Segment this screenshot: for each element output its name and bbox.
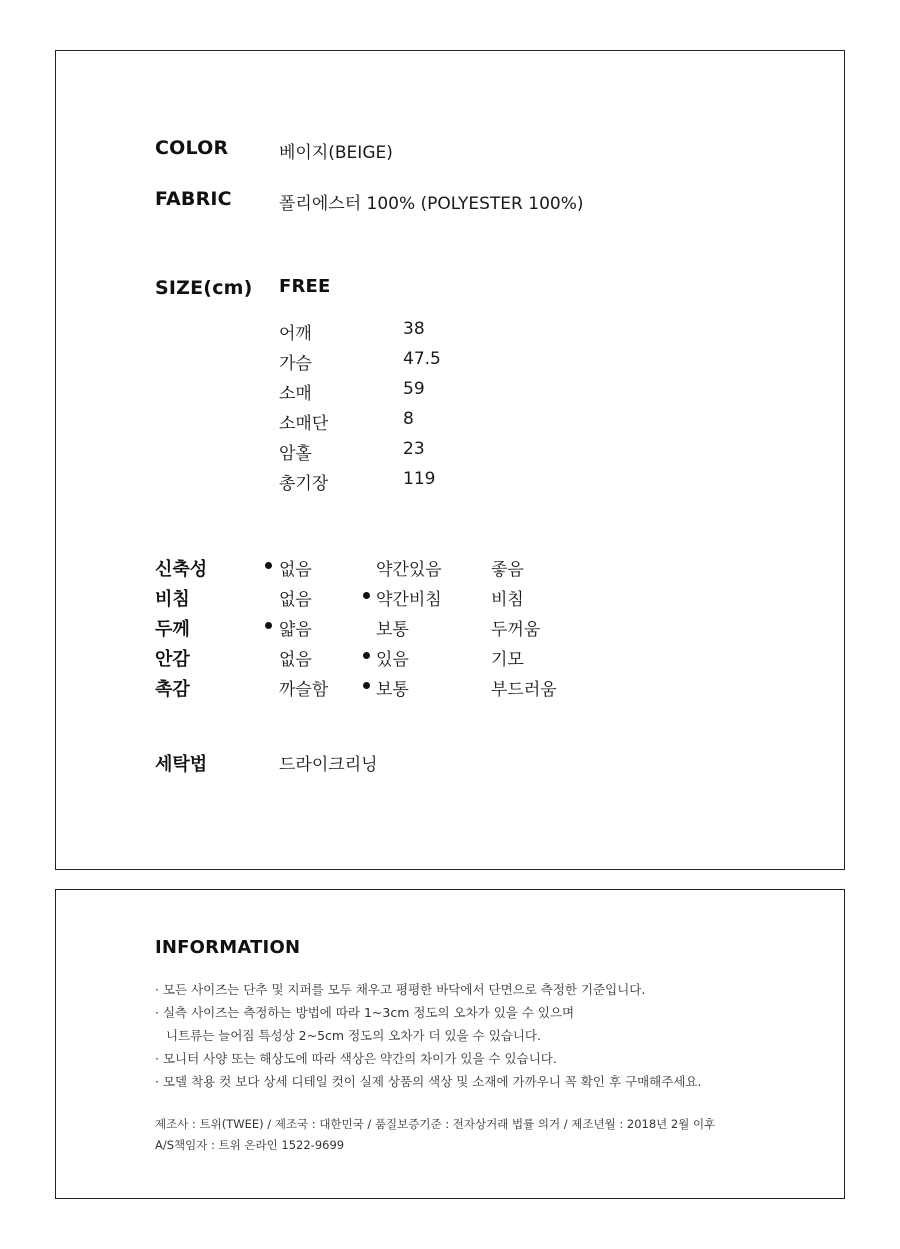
- attr-option: 까슬함: [279, 680, 329, 700]
- attr-option: 좋음: [491, 560, 524, 580]
- attr-option: 없음: [279, 650, 312, 670]
- attr-option-selected: 얇음: [279, 620, 312, 640]
- info-line: · 모델 착용 컷 보다 상세 디테일 컷이 실제 상품의 색상 및 소재에 가까우니 꼭 확인 후 구매해주세요.: [155, 1074, 702, 1089]
- attr-label-stretch: 신축성: [155, 559, 208, 580]
- size-row-name: 가슴: [279, 354, 312, 374]
- size-row-name: 총기장: [279, 474, 329, 494]
- color-label: COLOR: [155, 137, 229, 159]
- size-row-value: 23: [403, 439, 425, 459]
- attr-label-thickness: 두께: [155, 619, 190, 640]
- info-line: · 실측 사이즈는 측정하는 방법에 따라 1~3cm 정도의 오차가 있을 수 있으며: [155, 1005, 575, 1020]
- as-contact-info: A/S책임자 : 트위 온라인 1522-9699: [155, 1138, 345, 1152]
- attr-label-texture: 촉감: [155, 679, 190, 700]
- attr-option: 기모: [491, 650, 524, 670]
- attr-option-selected: 약간비침: [376, 590, 442, 610]
- attr-option: 없음: [279, 590, 312, 610]
- info-line: 니트류는 늘어짐 특성상 2~5cm 정도의 오차가 더 있을 수 있습니다.: [166, 1028, 541, 1043]
- selected-dot-icon: [363, 647, 375, 666]
- fabric-value: 폴리에스터 100% (POLYESTER 100%): [279, 194, 584, 214]
- wash-value: 드라이크리닝: [279, 755, 378, 775]
- size-row-name: 어깨: [279, 324, 312, 344]
- attr-option-selected: 있음: [376, 650, 409, 670]
- fabric-label: FABRIC: [155, 188, 232, 210]
- size-free-header: FREE: [279, 276, 331, 297]
- information-title: INFORMATION: [155, 937, 301, 958]
- info-line: · 모니터 사양 또는 해상도에 따라 색상은 약간의 차이가 있을 수 있습니다.: [155, 1051, 557, 1066]
- attr-option: 비침: [491, 590, 524, 610]
- attr-option: 약간있음: [376, 560, 442, 580]
- attr-label-sheerness: 비침: [155, 589, 190, 610]
- size-row-name: 소매단: [279, 414, 329, 434]
- size-row-value: 119: [403, 469, 436, 489]
- attr-option: 보통: [376, 620, 409, 640]
- size-label: SIZE(cm): [155, 277, 253, 299]
- size-row-name: 암홀: [279, 444, 312, 464]
- size-row-value: 38: [403, 319, 425, 339]
- manufacturer-info: 제조사 : 트위(TWEE) / 제조국 : 대한민국 / 품질보증기준 : 전자상거래 법률 의거 / 제조년월 : 2018년 2월 이후: [155, 1117, 716, 1131]
- attr-option: 부드러움: [491, 680, 557, 700]
- selected-dot-icon: [265, 557, 277, 576]
- attr-option-selected: 없음: [279, 560, 312, 580]
- size-row-name: 소매: [279, 384, 312, 404]
- info-line: · 모든 사이즈는 단추 및 지퍼를 모두 채우고 평평한 바닥에서 단면으로 측정한 기준입니다.: [155, 982, 646, 997]
- selected-dot-icon: [363, 677, 375, 696]
- information-panel: [55, 889, 845, 1199]
- selected-dot-icon: [265, 617, 277, 636]
- attr-label-lining: 안감: [155, 649, 190, 670]
- selected-dot-icon: [363, 587, 375, 606]
- color-value: 베이지(BEIGE): [279, 143, 393, 163]
- size-row-value: 59: [403, 379, 425, 399]
- wash-label: 세탁법: [155, 754, 208, 775]
- attr-option-selected: 보통: [376, 680, 409, 700]
- size-row-value: 8: [403, 409, 414, 429]
- attr-option: 두꺼움: [491, 620, 541, 640]
- product-spec-panel: [55, 50, 845, 870]
- size-row-value: 47.5: [403, 349, 441, 369]
